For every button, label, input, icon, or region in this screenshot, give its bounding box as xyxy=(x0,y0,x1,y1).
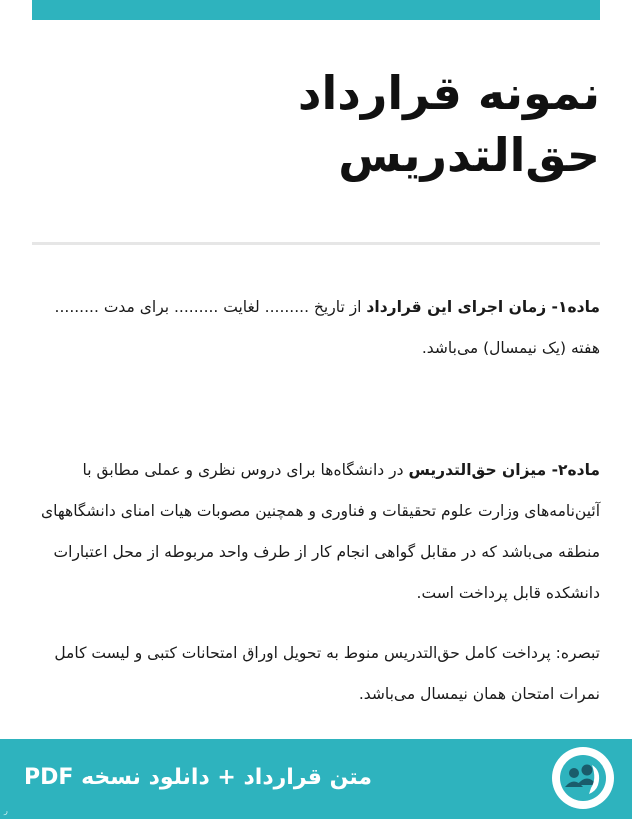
page-title-line-2: حق‌التدریس xyxy=(338,128,600,182)
corner-mark: ر xyxy=(4,806,8,815)
page-title xyxy=(40,62,600,186)
page-title-line-1: نمونه قرارداد xyxy=(297,66,600,120)
article-1-paragraph xyxy=(28,287,600,369)
note-text: تبصره: پرداخت کامل حق‌التدریس منوط به تحویل اوراق امتحانات کتبی و لیست کامل نمرات امتحان همان نیمسال می‌باشد. xyxy=(54,644,600,703)
article-2-text: در دانشگاه‌ها برای دروس نظری و عملی مطابق با آئین‌نامه‌های وزارت علوم تحقیقات و فناوری و همچنین مصوبات هیات امنای دانشگاههای منطقه می‌باشد که در مقابل گواهی انجام کار از طرف واحد مربوطه از محل اعتبارات دانشکده قابل پرداخت است. xyxy=(41,461,600,602)
title-divider xyxy=(32,242,600,245)
article-1-text-continued: هفته (یک نیمسال) می‌باشد. xyxy=(421,339,600,357)
article-2-paragraph xyxy=(28,450,600,614)
article-2-heading: ماده۲- میزان حق‌التدریس xyxy=(408,461,600,479)
article-1-text: از تاریخ ......... لغایت ......... برای مدت ......... xyxy=(54,298,367,316)
note-paragraph xyxy=(28,633,600,715)
download-banner[interactable] xyxy=(0,739,632,819)
people-chat-icon xyxy=(552,747,614,809)
article-1-heading: ماده۱- زمان اجرای این قرارداد xyxy=(366,298,600,316)
download-cta-text[interactable]: متن قرارداد + دانلود نسخه PDF xyxy=(24,765,372,790)
top-accent-bar xyxy=(32,0,600,20)
